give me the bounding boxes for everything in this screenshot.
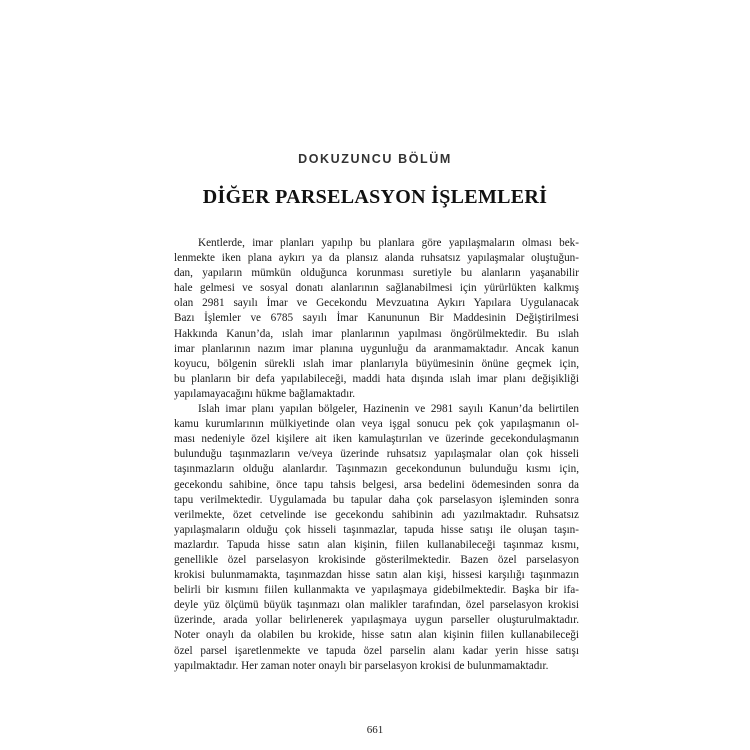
text-line: bu planların bir defa yapılabileceği, maddi hata dışında ıslah imar planı değişikliği (174, 372, 579, 385)
text-line: yapılaşmaların olduğu çok hisseli taşınmazlar, tapuda hisse satışı ile oluşan taşın- (174, 523, 579, 536)
text-line: kamu kurumlarının mülkiyetinde olan veya işgal sonucu pek çok yapılaşmanın ol- (174, 418, 579, 431)
text-line: gecekondu sahibine, önce tapu tahsis belgesi, arsa bedelini ödemesinden sonra da (174, 478, 579, 491)
text-line: dan, yapıların mümkün olduğunca korunması suretiyle bu alanların yaşanabilir (174, 267, 579, 280)
chapter-label: DOKUZUNCU BÖLÜM (298, 152, 452, 166)
text-line: yapılamayacağını hükme bağlamaktadır. (174, 387, 356, 400)
text-line: taşınmazların olduğu alanlardır. Taşınmazın gecekondunun bulunduğu kısmı için, (174, 463, 579, 476)
text-line: mazlardır. Tapuda hisse satın alan kişinin, fiilen kullanabileceği taşınmaz kısmı, (174, 538, 579, 551)
text-line: özel parsel işaretlenmekte ve tapuda özel parselin alanı kadar yerin hisse satışı (174, 644, 579, 657)
text-line: Islah imar planı yapılan bölgeler, Hazinenin ve 2981 sayılı Kanun’da belirtilen (198, 403, 579, 416)
body-text (174, 236, 579, 674)
text-line: tapu verilmektedir. Uygulamada bu tapular daha çok parselasyon işleminden sonra (174, 493, 579, 506)
text-line: olan 2981 sayılı İmar ve Gecekondu Mevzuatına Aykırı Yapılara Uygulanacak (174, 297, 579, 310)
text-line: deyle yüz ölçümü büyük taşınmazı olan malikler tarafından, özel parselasyon krokisi (174, 599, 579, 612)
text-line: Hakkında Kanun’da, ıslah imar planlarının yapılması öngörülmektedir. Bu ıslah (174, 327, 579, 340)
text-line: lenmekte iken plana aykırı ya da plansız alanda ruhsatsız yapılaşmalar oluştuğun- (174, 252, 579, 265)
text-line: imar planlarının nazım imar planına uygunluğu da aranmamaktadır. Ancak kanun (174, 342, 579, 355)
page-number: 661 (366, 724, 384, 736)
text-line: yapılmaktadır. Her zaman noter onaylı bir parselasyon krokisi de bulunmamaktadır. (174, 659, 549, 672)
text-line: Kentlerde, imar planları yapılıp bu planlara göre yapılaşmaların olması bek- (198, 237, 579, 249)
paragraph-2 (174, 402, 579, 674)
text-line: Bazı İşlemler ve 6785 sayılı İmar Kanununun Bir Maddesinin Değiştirilmesi (174, 312, 579, 325)
chapter-title: DİĞER PARSELASYON İŞLEMLERİ (202, 186, 548, 208)
text-line: genellikle özel parselasyon krokisinde gösterilmektedir. Bazen özel parselasyon (174, 553, 579, 566)
text-line: hale gelmesi ve sosyal donatı alanlarının sağlanabilmesi için yürürlükten kalkmış (174, 282, 579, 295)
text-line: verilmekte, özet cetvelinde ise gecekondu sahibinin adı yazılmaktadır. Ruhsatsız (174, 508, 579, 521)
text-line: bulunduğu taşınmazların ve/veya üzerinde ruhsatsız yapılaşmalar olan çok hisseli (174, 448, 579, 461)
text-line: ması nedeniyle özel kişilere ait iken kamulaştırılan ve üzerinde gecekondulaşmanın (174, 433, 579, 446)
text-line: krokisi bulunmamakta, taşınmazdan hisse satın alan kişi, hissesi karşılığı taşınmazın (174, 569, 579, 582)
paragraph-1 (174, 236, 579, 402)
text-line: Noter onaylı da olabilen bu krokide, hisse satın alan kişinin fiilen kullanabileceği (174, 629, 579, 642)
text-line: üzerinde, arada yollar belirlenerek yapılaşmaya uygun parseller oluşturulmaktadır. (174, 614, 579, 627)
text-line: koyucu, bölgenin sürekli ıslah imar planlarıyla büyümesinin önüne geçmek için, (174, 357, 579, 370)
text-line: belirli bir kısmını fiilen kullanmakta ve yapılaşmaya gidebilmektedir. Başka bir ifa- (174, 584, 579, 597)
